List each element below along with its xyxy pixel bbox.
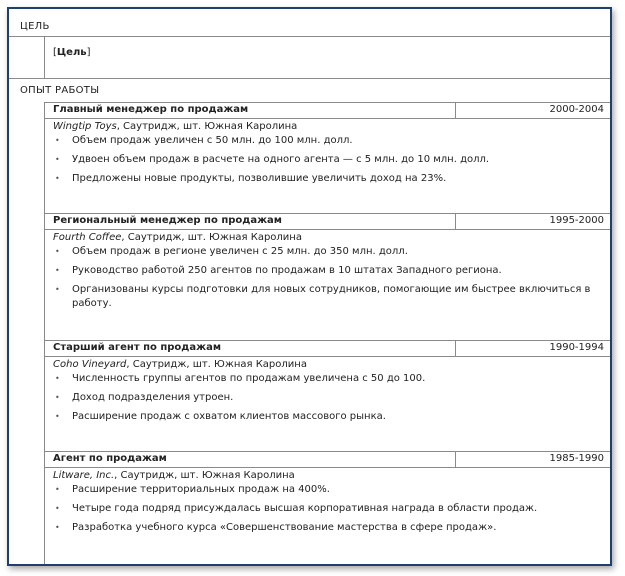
goal-bracket-open: [ xyxy=(53,47,57,58)
job-dates: 1990-1994 xyxy=(549,342,604,353)
job-dates-cell xyxy=(455,214,610,229)
achievement-item: • Доход подразделения утроен. xyxy=(44,391,602,405)
job-company: Fourth Coffee xyxy=(53,232,122,243)
achievement-item: • Численность группы агентов по продажам увеличена с 50 до 100. xyxy=(44,372,602,386)
job-location: , Саутридж, шт. Южная Каролина xyxy=(121,232,302,243)
achievement-item: • Объем продаж увеличен с 50 млн. до 100 млн. долл. xyxy=(44,134,602,148)
goal-text: Цель xyxy=(56,47,87,58)
job-company: Coho Vineyard xyxy=(53,359,127,370)
job-location: , Саутридж, шт. Южная Каролина xyxy=(116,121,298,132)
job-company: Wingtip Toys xyxy=(53,121,117,132)
job-entry xyxy=(44,213,610,316)
job-location: , Саутридж, шт. Южная Каролина xyxy=(114,470,295,481)
job-company-line xyxy=(53,470,610,481)
job-dates-cell xyxy=(455,103,610,118)
achievement-item: • Расширение территориальных продаж на 400%. xyxy=(44,483,602,497)
achievement-item: • Разработка учебного курса «Совершенствование мастерства в сфере продаж». xyxy=(44,521,602,535)
job-company-line xyxy=(53,232,610,243)
goal-bracket-close: ] xyxy=(86,47,91,58)
achievement-item: • Организованы курсы подготовки для новых сотрудников, помогающие им быстрее включиться в работу. xyxy=(44,283,602,311)
job-dates-cell xyxy=(455,341,610,356)
job-achievements-list xyxy=(44,483,610,535)
achievement-item: • Расширение продаж с охватом клиентов массового рынка. xyxy=(44,410,602,424)
goal-section-header xyxy=(9,9,610,37)
job-achievements-list xyxy=(44,372,610,424)
job-entry xyxy=(44,451,610,540)
job-entry xyxy=(44,102,610,191)
job-location: , Саутридж, шт. Южная Каролина xyxy=(126,359,307,370)
job-company-line xyxy=(53,121,610,132)
achievement-item: • Четыре года подряд присуждалась высшая корпоративная награда в области продаж. xyxy=(44,502,602,516)
job-company: Litware, Inc. xyxy=(53,470,115,481)
job-title: Главный менеджер по продажам xyxy=(53,104,249,115)
goal-section-bottom-rule xyxy=(9,37,610,79)
job-header xyxy=(44,340,610,357)
job-title: Региональный менеджер по продажам xyxy=(53,215,282,226)
job-title: Агент по продажам xyxy=(53,453,167,464)
job-achievements-list xyxy=(44,134,610,186)
job-dates: 1995-2000 xyxy=(549,215,604,226)
job-entry xyxy=(44,340,610,429)
job-company-line xyxy=(53,359,610,370)
achievement-item: • Объем продаж в регионе увеличен с 25 млн. до 350 млн. долл. xyxy=(44,245,602,259)
job-header xyxy=(44,451,610,468)
achievement-item: • Предложены новые продукты, позволившие увеличить доход на 23%. xyxy=(44,172,602,186)
goal-section-label: ЦЕЛЬ xyxy=(20,21,50,32)
job-dates: 2000-2004 xyxy=(549,104,604,115)
job-title: Старший агент по продажам xyxy=(53,342,221,353)
resume-document xyxy=(7,7,612,566)
job-dates: 1985-1990 xyxy=(549,453,604,464)
experience-section-label: ОПЫТ РАБОТЫ xyxy=(20,85,100,96)
achievement-item: • Удвоен объем продаж в расчете на одного агента — с 5 млн. до 10 млн. долл. xyxy=(44,153,602,167)
job-header xyxy=(44,102,610,119)
job-achievements-list xyxy=(44,245,610,311)
job-header xyxy=(44,213,610,230)
achievement-item: • Руководство работой 250 агентов по продажам в 10 штатах Западного региона. xyxy=(44,264,602,278)
job-dates-cell xyxy=(455,452,610,467)
